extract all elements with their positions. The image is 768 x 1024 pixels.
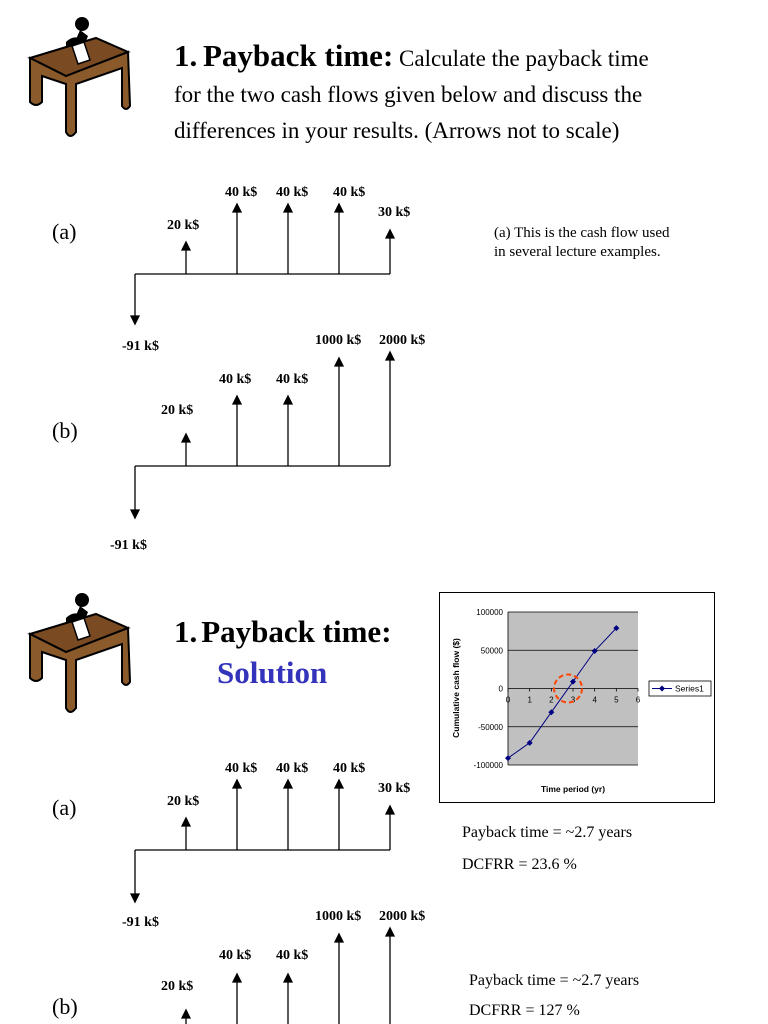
x-tick-label: 0 [505, 695, 511, 705]
problem-line1: Calculate the payback time [399, 46, 649, 71]
flow-b-2: 40 k$ [219, 372, 252, 387]
flow-b-4: 1000 k$ [315, 909, 362, 924]
flow-b-5: 2000 k$ [379, 333, 426, 348]
x-tick-label: 5 [614, 695, 619, 705]
flow-b-1: 20 k$ [161, 979, 194, 994]
flow-b-5: 2000 k$ [379, 909, 426, 924]
part-label-b: (b) [52, 418, 78, 443]
flow-a-3: 40 k$ [276, 185, 309, 200]
flow-a-5: 30 k$ [378, 205, 411, 220]
y-tick-label: 50000 [480, 646, 503, 656]
solution-title: Payback time: [201, 614, 392, 649]
flow-b-3: 40 k$ [276, 372, 309, 387]
flow-a-initial: -91 k$ [122, 339, 159, 354]
solution-subtitle: Solution [217, 655, 328, 690]
part-label-a: (a) [52, 795, 77, 820]
flow-b-initial: -91 k$ [110, 538, 147, 553]
flow-b-2: 40 k$ [219, 948, 252, 963]
results-b-dcfrr: DCFRR = 127 % [469, 1002, 580, 1019]
x-tick-label: 3 [570, 695, 576, 705]
flow-a-4: 40 k$ [333, 761, 366, 776]
x-tick-label: 2 [549, 695, 554, 705]
legend-label: Series1 [675, 683, 704, 694]
flow-a-2: 40 k$ [225, 761, 258, 776]
y-axis-label: Cumulative cash flow ($) [451, 638, 461, 738]
flow-a-5: 30 k$ [378, 781, 411, 796]
part-label-b: (b) [52, 994, 78, 1019]
flow-a-1: 20 k$ [167, 794, 200, 809]
solution-number: 1. [174, 614, 198, 649]
results-a-dcfrr: DCFRR = 23.6 % [462, 856, 577, 873]
note-a-line2: in several lecture examples. [494, 244, 661, 260]
problem-title: Payback time: [203, 38, 394, 73]
flow-a-3: 40 k$ [276, 761, 309, 776]
problem-line3: differences in your results. (Arrows not to scale) [174, 118, 620, 143]
y-tick-label: 0 [498, 684, 503, 694]
problem-number: 1. [174, 38, 198, 73]
flow-b-4: 1000 k$ [315, 333, 362, 348]
flow-a-1: 20 k$ [167, 218, 200, 233]
flow-a-2: 40 k$ [225, 185, 258, 200]
y-tick-label: -50000 [478, 722, 503, 732]
x-axis-label: Time period (yr) [540, 784, 606, 794]
results-b-payback: Payback time = ~2.7 years [469, 972, 640, 989]
flow-a-initial: -91 k$ [122, 915, 159, 930]
flow-b-1: 20 k$ [161, 403, 194, 418]
x-tick-label: 1 [527, 695, 532, 705]
note-a-line1: (a) This is the cash flow used [494, 225, 670, 241]
flow-b-3: 40 k$ [276, 948, 309, 963]
y-tick-label: 100000 [476, 608, 503, 617]
flow-a-4: 40 k$ [333, 185, 366, 200]
problem-line2: for the two cash flows given below and discuss the [174, 82, 643, 107]
part-label-a: (a) [52, 219, 77, 244]
results-a-payback: Payback time = ~2.7 years [462, 824, 633, 841]
x-tick-label: 4 [592, 695, 597, 705]
x-tick-label: 6 [635, 695, 641, 705]
y-tick-label: -100000 [473, 761, 503, 770]
